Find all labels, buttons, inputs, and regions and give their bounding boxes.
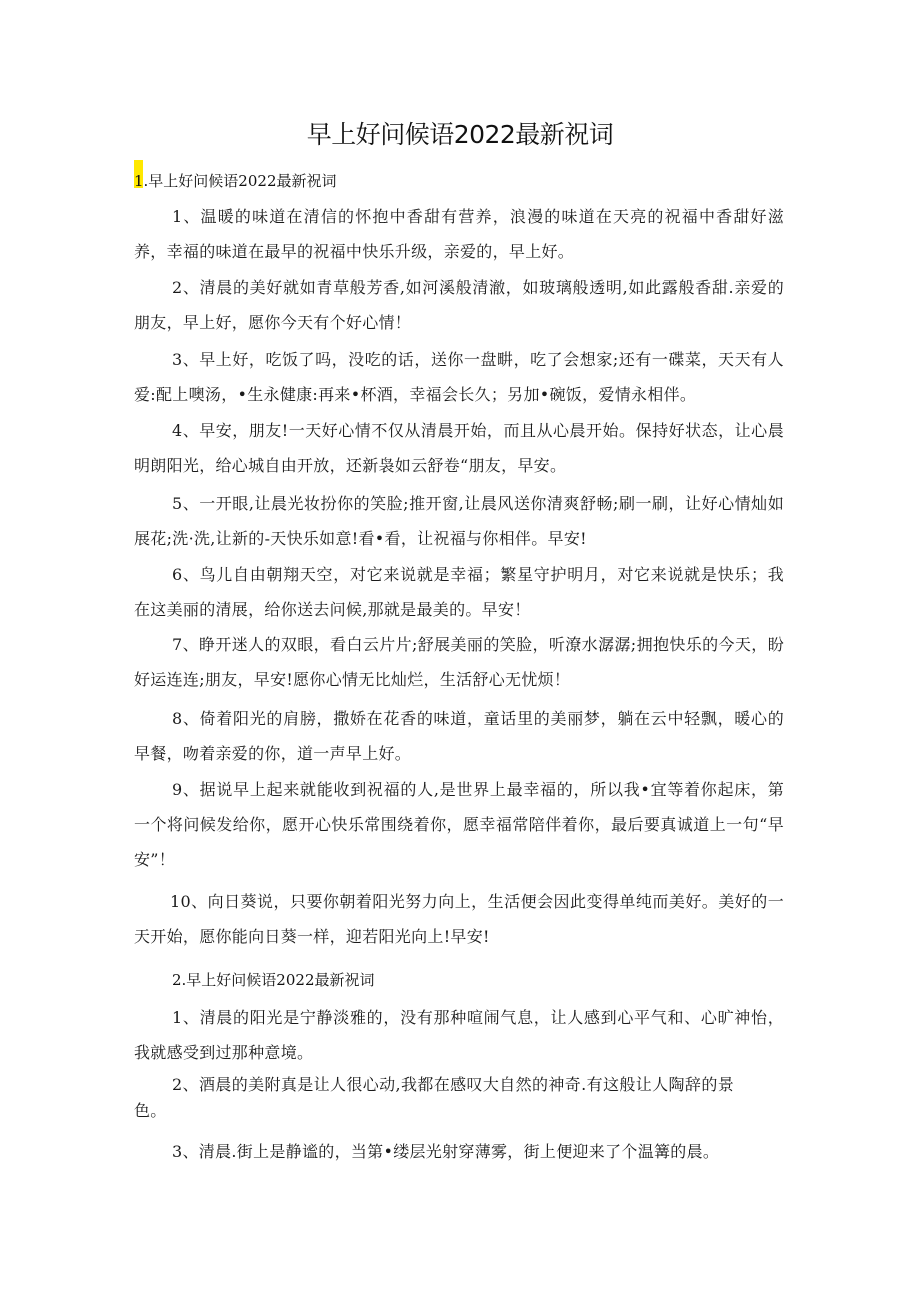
paragraph-1-5: 5、一开眼,让晨光妆扮你的笑脸;推开窗,让晨风送你清爽舒畅;刷一刷，让好心情灿如展花;洗·洗,让新的-天快乐如意!看•看，让祝福与你相伴。早安! (134, 494, 784, 548)
paragraph-2-3: 3、清晨.街上是静谧的，当第•缕层光射穿薄雾，街上便迎来了个温篝的晨。 (172, 1142, 720, 1161)
paragraph-1-6: 6、鸟儿自由朝翔天空，对它来说就是幸福；繁星守护明月，对它来说就是快乐；我在这美丽的清展，给你送去问候,那就是最美的。早安！ (134, 565, 784, 619)
paragraph-1-2: 2、清晨的美好就如青草般芳香,如河溪般清澈，如玻璃般透明,如此露般香甜.亲爱的朋友，早上好，愿你今天有个好心情！ (134, 278, 784, 332)
paragraph-1-3: 3、早上好，吃饭了吗，没吃的话，送你一盘畊，吃了会想家;还有一碟菜，天天有人爱:配上噢汤，•生永健康:再来•杯酒，幸福会长久；另加•碗饭，爱情永相伴。 (134, 350, 784, 404)
section-heading-2: 2.早上好问候语2022最新祝词 (172, 971, 375, 989)
paragraph-1-9: 9、据说早上起来就能收到祝福的人,是世界上最幸福的，所以我•宜等着你起床，第一个将问候发给你，愿开心快乐常围绕着你，愿幸福常陪伴着你，最后要真诚道上一句“早安”！ (134, 780, 784, 869)
document-title: 早上好问候语2022最新祝词 (306, 120, 614, 149)
paragraph-1-1: 1、温暖的味道在清信的怀抱中香甜有营养，浪漫的味道在天亮的祝福中香甜好滋养，幸福的味道在最早的祝福中快乐升级，亲爱的，早上好。 (134, 207, 784, 261)
paragraph-2-1: 1、清晨的阳光是宁静淡雅的，没有那种喧闹气息，让人感到心平气和、心旷神怡，我就感受到过那种意境。 (134, 1008, 784, 1062)
paragraph-1-7: 7、睁开迷人的双眼，看白云片片;舒展美丽的笑脸，听潦水潺潺;拥抱快乐的今天，盼好运连连;朋友，早安!愿你心情无比灿烂，生活舒心无忧烦！ (134, 635, 784, 689)
section-heading-1-text: 1.早上好问候语2022最新祝词 (134, 172, 337, 190)
paragraph-1-10: 10、向日葵说，只要你朝着阳光努力向上，生活便会因此变得单纯而美好。美好的一天开始，愿你能向日葵一样，迎若阳光向上!早安! (134, 892, 784, 946)
paragraph-1-8: 8、倚着阳光的肩膀，撒娇在花香的味道，童话里的美丽梦，躺在云中轻飘，暖心的早餐，吻着亲爱的你，道一声早上好。 (134, 709, 784, 763)
paragraph-1-4: 4、早安，朋友!一天好心情不仅从清晨开始，而且从心晨开始。保持好状态，让心晨明朗阳光，给心城自由开放，还新袅如云舒卷“朋友，早安。 (134, 421, 784, 475)
section-heading-1 (134, 170, 337, 192)
paragraph-2-2: 2、酒晨的美附真是让人很心动,我都在感叹大自然的神奇.有这般让人陶辞的景色。 (134, 1075, 734, 1120)
